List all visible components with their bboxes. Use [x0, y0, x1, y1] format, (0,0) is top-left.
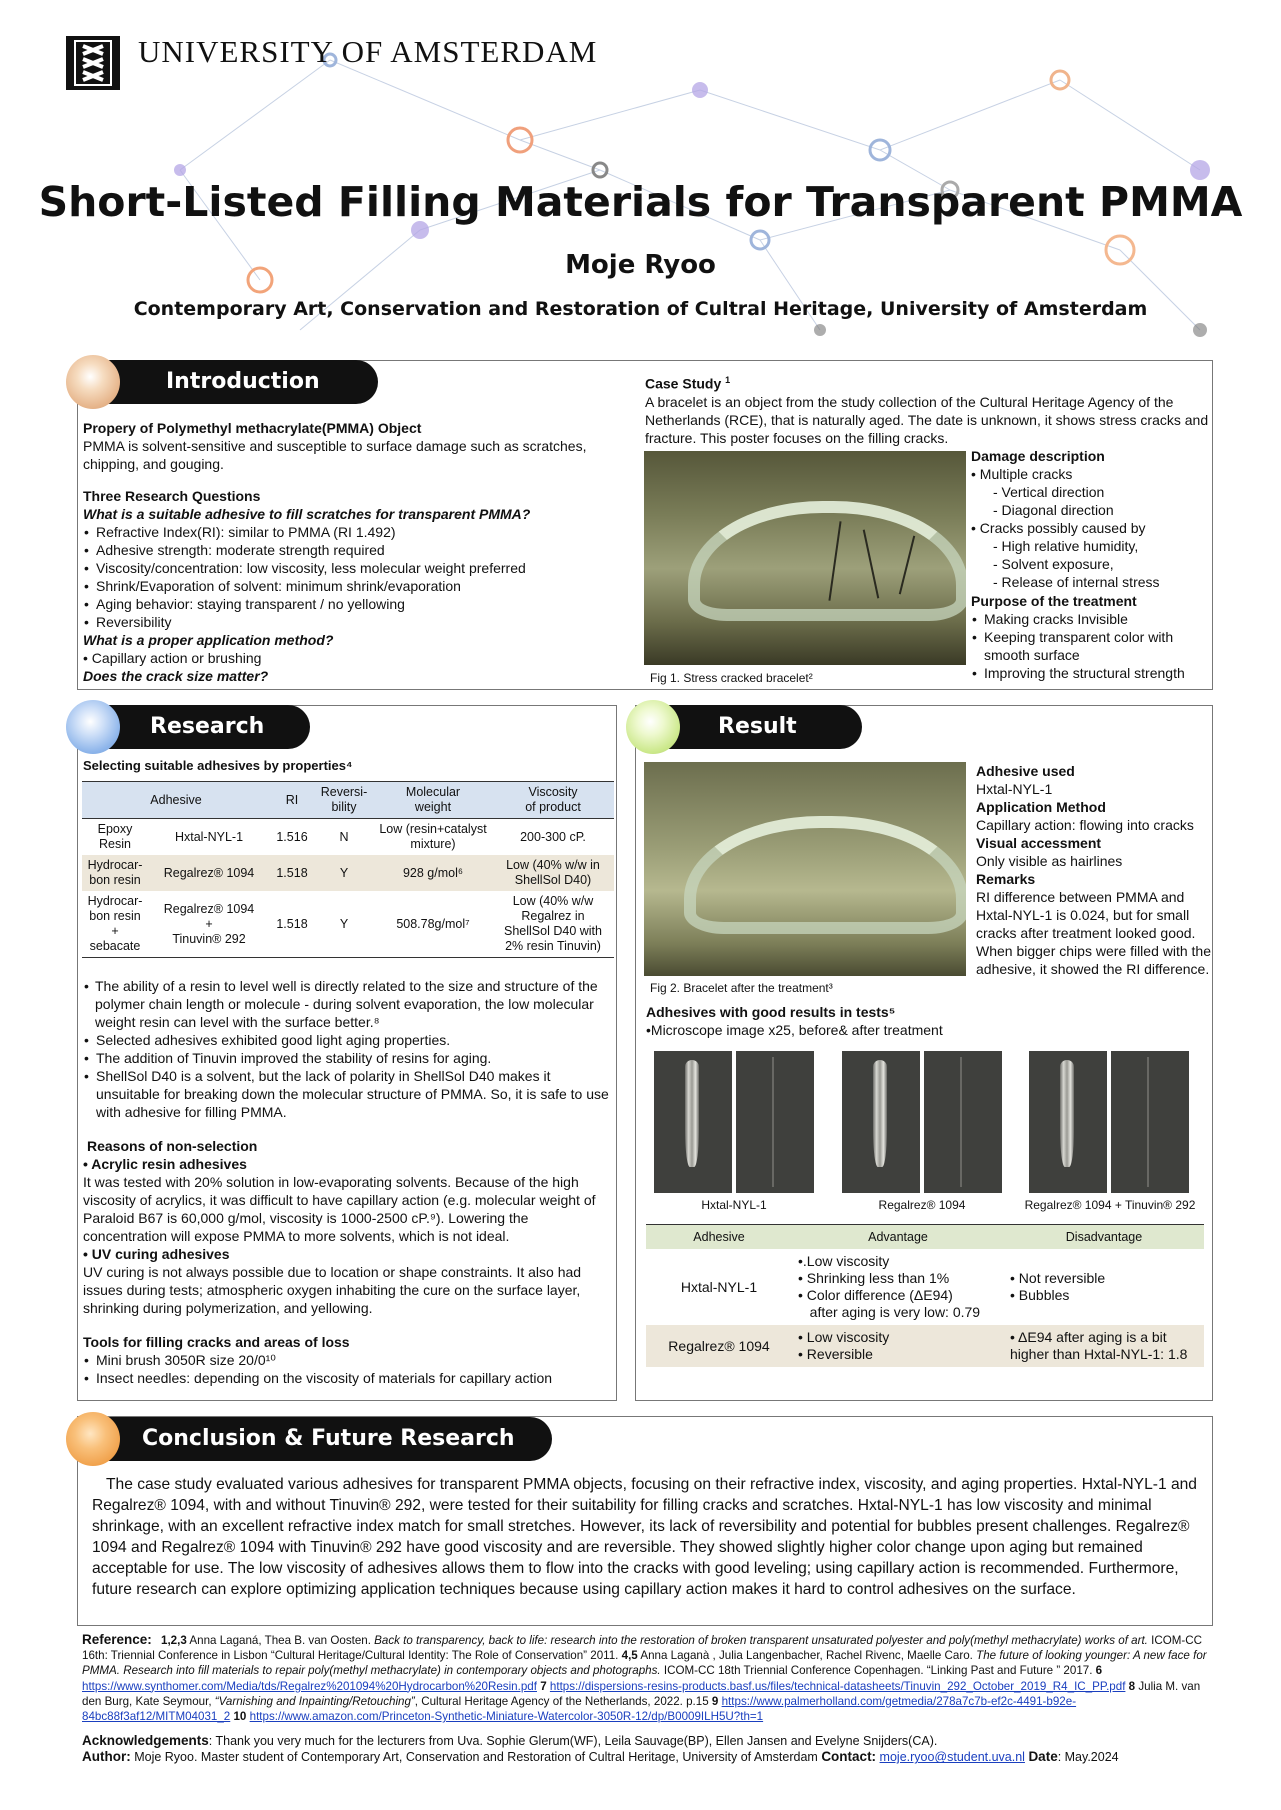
introduction-ball: [66, 355, 120, 409]
acrylic-title: • Acrylic resin adhesives: [83, 1156, 247, 1172]
table-cell: [1004, 1325, 1204, 1367]
reference-number: 9: [711, 1694, 719, 1708]
poster-affiliation: Contemporary Art, Conservation and Restoration of Cultral Heritage, University of Amsterdam: [133, 298, 1148, 320]
introduction-header: [90, 360, 378, 404]
purpose-list: [971, 610, 1211, 682]
result-header: [650, 705, 862, 749]
acknowledgements: [82, 1733, 1217, 1749]
table-header: Adhesive: [82, 782, 270, 819]
list-item: • Refractive Index(RI): similar to PMMA (RI 1.492): [83, 523, 623, 541]
table-row: [82, 891, 614, 958]
reference-link[interactable]: https://dispersions-resins-products.basf.us/files/technical-datasheets/Tinuvin_292_October_2019_R4_IC_PP.pdf: [549, 1679, 1126, 1693]
list-item: • Insect needles: depending on the viscosity of materials for capillary action: [83, 1369, 611, 1387]
reference-text: , Cultural Heritage Agency of the Netherlands, 2022. p.15: [414, 1694, 709, 1708]
method-title: Application Method: [976, 799, 1106, 815]
reference-title: “Varnishing and Inpainting/Retouching”: [214, 1694, 415, 1708]
reference-number: 4,5: [621, 1649, 638, 1663]
advantage-line: • Shrinking less than 1%: [798, 1270, 950, 1286]
list-item: • Aging behavior: staying transparent / no yellowing: [83, 595, 623, 613]
table-row: [82, 855, 614, 891]
advantage-line: • Reversible: [798, 1346, 873, 1362]
figure-2-caption: Fig 2. Bracelet after the treatment³: [650, 981, 833, 995]
date-label: Date: [1028, 1749, 1058, 1765]
list-item: • The addition of Tinuvin improved the stability of resins for aging.: [83, 1049, 611, 1067]
micro-label: Hxtal-NYL-1: [701, 1198, 767, 1212]
visual-title: Visual accessment: [976, 835, 1102, 851]
advantage-line: • Color difference (ΔE94): [798, 1287, 953, 1303]
research-table-title: Selecting suitable adhesives by properties⁴: [83, 758, 353, 773]
result-details: [976, 762, 1212, 978]
conclusion-ball: [66, 1412, 120, 1466]
conclusion-text: The case study evaluated various adhesives for transparent PMMA objects, focusing on their refractive index, viscosity, and aging properties. Hxtal-NYL-1 and Regalrez® 1094, with and without Tinuvin® 292, were tested for their suitability for filling cracks and scratches. Hxtal-NYL-1 has low viscosity and minimal shrinkage, with an excellent refractive index match for small stretches. However, its lack of reversibility and potential for bubbles present challenges. Regalrez® 1094 and Regalrez® 1094 with Tinuvin® 292 have good viscosity and are reversible. They showed slightly higher color change upon aging but remained acceptable for use. The low viscosity of adhesives allows them to flow into the cracks with good leveling; using capillary action is recommended. Furthermore, future research can explore optimizing application techniques because using capillary action makes it hard to control adhesives on the surface.: [92, 1476, 1197, 1598]
uv-text: UV curing is not always possible due to location or shape constraints. It also had issues during tests; atmospheric oxygen inhabiting the cure on the surface layer, shrinking during polymerization, and yellowing.: [83, 1264, 582, 1316]
table-row: [646, 1325, 1204, 1367]
advantage-line: •.Low viscosity: [798, 1253, 890, 1269]
author-label: Author:: [82, 1749, 131, 1765]
tools-list: [83, 1351, 611, 1387]
table-cell: [1004, 1249, 1204, 1325]
poster-author: Moje Ryoo: [565, 250, 716, 280]
micro-image-regalrez-before: [842, 1051, 920, 1193]
disadvantage-line: • ΔE94 after aging is a bit: [1010, 1329, 1167, 1345]
references: [82, 1632, 1217, 1766]
question-2-item: • Capillary action or brushing: [83, 650, 262, 666]
reference-text: Julia M. van den Burg, Kate Seymour,: [82, 1679, 1201, 1708]
research-title: Research: [150, 714, 265, 739]
table-cell: 508.78g/mol⁷: [374, 891, 492, 958]
table-row: [646, 1249, 1204, 1325]
result-title: Result: [718, 714, 797, 739]
remarks-text: RI difference between PMMA and Hxtal-NYL-1 is 0.024, but for small cracks after treatment looked good. When bigger chips were filled with the adhesive, it showed the RI difference.: [976, 889, 1212, 977]
micro-image-tinuvin-before: [1029, 1051, 1107, 1193]
table-cell: 1.516: [276, 829, 308, 844]
advantage-line: after aging is very low: 0.79: [798, 1304, 981, 1320]
reference-number: 10: [233, 1710, 247, 1724]
reference-link[interactable]: https://www.synthomer.com/Media/tds/Regalrez%201094%20Hydrocarbon%20Resin.pdf: [82, 1679, 537, 1693]
reference-text: ICOM-CC 16th: Triennial Conference in Lisbon “Cultural Heritage/Cultural Identity: The Role of Conservation” 2011.: [82, 1634, 1203, 1663]
remarks-title: Remarks: [976, 871, 1036, 887]
reference-text: Anna Laganà , Julia Langenbacher, Rachel Rivenc, Maelle Caro.: [637, 1649, 977, 1663]
table-cell: Regalrez® 1094: [148, 855, 270, 891]
table-cell: Epoxy Resin: [97, 822, 133, 851]
reference-number: 6: [1095, 1664, 1103, 1678]
list-item: • ShellSol D40 is a solvent, but the lack of polarity in ShellSol D40 makes it unsuitable for breaking down the molecular structure of PMMA. So, it is safe to use with adhesive for filling PMMA.: [83, 1067, 611, 1121]
damage-title: Damage description: [971, 448, 1105, 464]
conclusion-title: Conclusion & Future Research: [142, 1426, 515, 1451]
acrylic-text: It was tested with 20% solution in low-evaporating solvents. Because of the high viscosity of acrylics, it was difficult to have capillary action (e.g. molecular weight of Paraloid B67 is 60,000 g/mol, viscosity is 1000-2500 cP.⁹). Lowering the concentration will expose PMMA to more solvents, which is not ideal.: [83, 1174, 596, 1244]
reference-number: 8: [1128, 1679, 1136, 1693]
advantage-line: • Low viscosity: [798, 1329, 890, 1345]
table-cell: N: [339, 829, 349, 844]
research-ball: [66, 700, 120, 754]
figure-1-caption: Fig 1. Stress cracked bracelet²: [650, 671, 813, 685]
reference-text: ICOM-CC 18th Triennial Conference Copenhagen. “Linking Past and Future ” 2017.: [660, 1664, 1096, 1678]
purpose-title: Purpose of the treatment: [971, 593, 1137, 609]
micro-image-regalrez-after: [924, 1051, 1002, 1193]
list-item: • Improving the structural strength: [971, 664, 1211, 682]
research-header: [90, 705, 310, 749]
table-row: [82, 819, 614, 856]
acknowledgements-text: : Thank you very much for the lecturers from Uva. Sophie Glerum(WF), Leila Sauvage(BP), Ellen Jansen and Evelyne Snijders(CA).: [208, 1734, 938, 1749]
contact-email-link[interactable]: moje.ryoo@student.uva.nl: [879, 1750, 1025, 1765]
introduction-title: Introduction: [166, 369, 320, 394]
question-1: What is a suitable adhesive to fill scratches for transparent PMMA?: [83, 506, 531, 522]
damage-line: - Release of internal stress: [993, 574, 1160, 590]
bracelet-photo-after: [644, 762, 966, 976]
list-item: • The ability of a resin to level well is directly related to the size and structure of the polymer chain length or molecule - during solvent evaporation, the low molecular weight resin can level with the surface better.⁸: [83, 977, 611, 1031]
adhesive-used: Hxtal-NYL-1: [976, 781, 1053, 797]
table-cell: 1.518: [270, 891, 314, 958]
table-cell: Hxtal-NYL-1: [680, 1278, 758, 1295]
micro-label: Regalrez® 1094: [878, 1198, 966, 1212]
case-study-body: A bracelet is an object from the study collection of the Cultural Heritage Agency of the Netherlands (RCE), that is naturally aged. The date is unknown, it shows stress cracks and fracture. This poster focuses on the filling cracks.: [645, 393, 1209, 446]
table-header: Disadvantage: [1004, 1225, 1204, 1250]
disadvantage-line: • Bubbles: [1010, 1287, 1070, 1303]
micro-image-tinuvin-after: [1111, 1051, 1189, 1193]
list-item: • Mini brush 3050R size 20/0¹⁰: [83, 1351, 611, 1369]
adhesive-properties-table: [82, 781, 614, 958]
advantage-table: [646, 1224, 1204, 1367]
research-text: [83, 977, 611, 1387]
question-2: What is a proper application method?: [83, 632, 334, 648]
author-text: Moje Ryoo. Master student of Contemporary Art, Conservation and Restoration of Cultral Heritage, University of Amsterdam: [130, 1750, 822, 1765]
pmma-property-text: PMMA is solvent-sensitive and susceptible to surface damage such as scratches, chipping, and gouging.: [83, 438, 587, 472]
table-cell: Hxtal-NYL-1: [174, 829, 244, 844]
adhesive-used-title: Adhesive used: [976, 763, 1075, 779]
damage-line: • Multiple cracks: [971, 466, 1073, 482]
disadvantage-line: • Not reversible: [1010, 1270, 1106, 1286]
list-item: • Keeping transparent color with smooth surface: [971, 628, 1211, 664]
list-item: • Viscosity/concentration: low viscosity, less molecular weight preferred: [83, 559, 623, 577]
table-cell: Y: [314, 855, 374, 891]
table-cell: Hydrocar- bon resin + sebacate: [82, 891, 148, 958]
acknowledgements-label: Acknowledgements: [82, 1733, 209, 1749]
question-3: Does the crack size matter?: [83, 668, 269, 684]
micro-image-hxtal-before: [654, 1051, 732, 1193]
conclusion-header: [90, 1417, 552, 1461]
list-item: • Shrink/Evaporation of solvent: minimum shrink/evaporation: [83, 577, 623, 595]
introduction-text: [83, 419, 623, 685]
list-item: • Making cracks Invisible: [971, 610, 1211, 628]
method-text: Capillary action: flowing into cracks: [976, 817, 1194, 833]
table-cell: 1.518: [270, 855, 314, 891]
pmma-property-title: Propery of Polymethyl methacrylate(PMMA) Object: [83, 420, 422, 436]
questions-title: Three Research Questions: [83, 488, 261, 504]
visual-text: Only visible as hairlines: [976, 853, 1123, 869]
non-selection-title: Reasons of non-selection: [87, 1138, 258, 1154]
uv-title: • UV curing adhesives: [83, 1246, 230, 1262]
list-item: • Reversibility: [83, 613, 623, 631]
table-cell: Y: [314, 891, 374, 958]
question-1-list: [83, 523, 623, 631]
reference-number: 1,2,3: [161, 1634, 187, 1647]
table-header: RI: [270, 782, 314, 819]
micro-label: Regalrez® 1094 + Tinuvin® 292: [1024, 1198, 1196, 1212]
damage-line: - Diagonal direction: [993, 502, 1114, 518]
damage-line: - Solvent exposure,: [993, 556, 1114, 572]
reference-title: Back to transparency, back to life: research into the restoration of broken transparent unsaturated polyester and poly(methyl methacrylate) works of art.: [374, 1634, 1148, 1647]
bracelet-photo-before: [644, 451, 966, 665]
case-study-text: [645, 371, 1213, 447]
university-logo: [66, 36, 120, 90]
date-value: : May.2024: [1057, 1750, 1119, 1765]
damage-line: • Cracks possibly caused by: [971, 520, 1146, 536]
reference-label: Reference:: [82, 1632, 152, 1647]
table-cell: Hydrocar- bon resin: [82, 855, 148, 891]
poster-title: Short-Listed Filling Materials for Transparent PMMA: [38, 178, 1243, 226]
disadvantage-line: higher than Hxtal-NYL-1: 1.8: [1010, 1346, 1188, 1362]
research-bullets: [83, 977, 611, 1121]
table-header: Advantage: [792, 1225, 1004, 1250]
table-cell: [792, 1325, 1004, 1367]
micro-image-hxtal-after: [736, 1051, 814, 1193]
case-study-title: Case Study $^1$: [645, 375, 731, 392]
tools-title: Tools for filling cracks and areas of loss: [83, 1334, 350, 1350]
reference-link[interactable]: https://www.palmerholland.com/getmedia/278a7c7b-ef2c-4491-b92e-84bc88f3af12/MITM04031_2: [82, 1694, 1077, 1724]
damage-description: [971, 447, 1211, 682]
xxx-crest-icon: [66, 36, 120, 90]
damage-line: - Vertical direction: [993, 484, 1105, 500]
university-name: UNIVERSITY OF AMSTERDAM: [138, 34, 598, 69]
damage-line: - High relative humidity,: [993, 538, 1139, 554]
table-header: Reversi- bility: [314, 782, 374, 819]
table-cell: Regalrez® 1094: [646, 1325, 792, 1367]
table-header: Molecular weight: [374, 782, 492, 819]
table-cell: 200-300 cP.: [520, 829, 586, 844]
microscope-note: •Microscope image x25, before& after treatment: [646, 1022, 943, 1038]
contact-label: Contact:: [821, 1749, 877, 1765]
table-cell: [792, 1249, 1004, 1325]
list-item: • Selected adhesives exhibited good light aging properties.: [83, 1031, 611, 1049]
table-cell: Low (resin+catalyst mixture): [379, 822, 487, 851]
result-ball: [626, 700, 680, 754]
table-cell: Regalrez® 1094 + Tinuvin® 292: [148, 891, 270, 958]
reference-link[interactable]: https://www.amazon.com/Princeton-Synthetic-Miniature-Watercolor-3050R-12/dp/B0009ILH5U?th=1: [249, 1710, 764, 1724]
reference-text: Anna Laganá, Thea B. van Oosten.: [186, 1634, 375, 1647]
reference-title: The future of looking younger: A new face for PMMA. Research into fill materials to repair poly(methyl methacrylate) in contemporary objects and photographs.: [82, 1649, 1207, 1678]
reference-number: 7: [540, 1679, 547, 1693]
list-item: • Adhesive strength: moderate strength required: [83, 541, 623, 559]
table-header: Viscosity of product: [492, 782, 614, 819]
table-cell: Low (40% w/w Regalrez in ShellSol D40 with 2% resin Tinuvin): [492, 891, 614, 958]
table-cell: Low (40% w/w in ShellSol D40): [492, 855, 614, 891]
tests-title: Adhesives with good results in tests⁵: [646, 1004, 896, 1020]
table-header: Adhesive: [646, 1225, 792, 1250]
author-line: [82, 1749, 1217, 1765]
table-cell: 928 g/mol⁶: [374, 855, 492, 891]
